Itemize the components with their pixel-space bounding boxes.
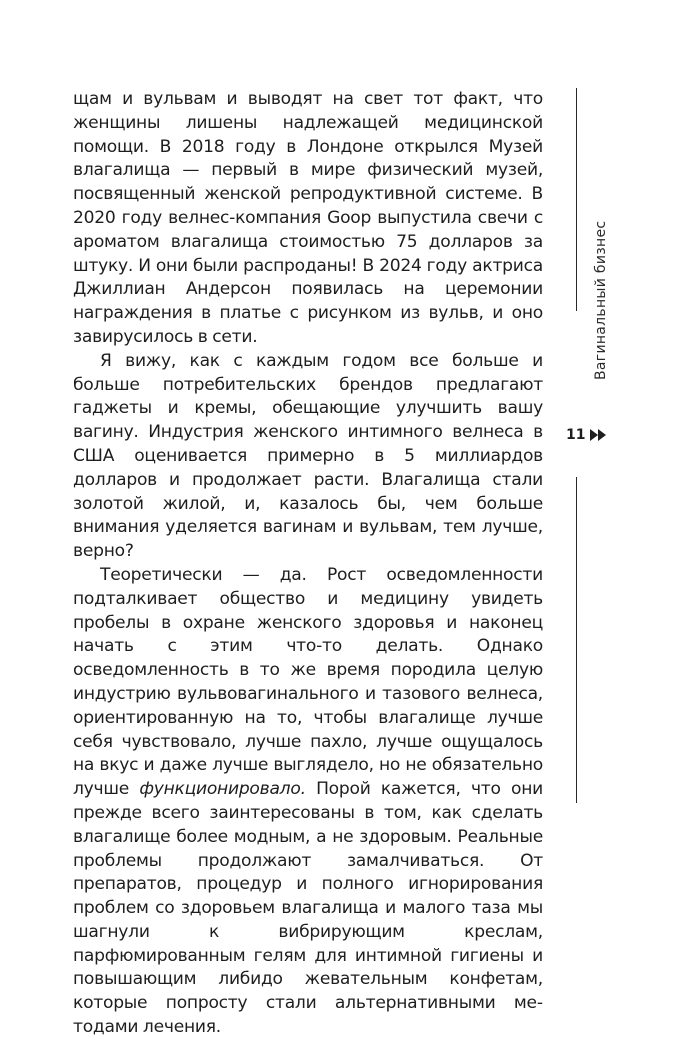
body-text <box>73 88 543 1040</box>
margin-rule-bottom <box>576 477 577 803</box>
page-number: 11 <box>566 427 586 443</box>
double-arrow-right-icon <box>590 429 607 441</box>
paragraph-3 <box>73 564 543 1040</box>
running-head: Вагинальный бизнес <box>593 220 609 380</box>
paragraph-2 <box>73 350 543 564</box>
paragraph-1 <box>73 88 543 350</box>
paragraph-3-text-b: Порой кажется, что они прежде всего заинтересованы в том, как сделать влагалище более модным, а не здоровым. Реальные проблемы продолжают замалчиваться. От препаратов, процедур и полного игнорирования проблем со здоровьем влагалища и малого таза мы шагнули к вибрирующим креслам, парфюмированным гелям для интимной гигиены и повышающим либидо жевательным конфетам, которые попросту стали альтернативными методами лечения. <box>73 779 544 1038</box>
paragraph-3-italic-term: функционировало. <box>139 779 306 800</box>
folio <box>566 427 607 443</box>
paragraph-3-text-a: Теоретически — да. Рост осведомленности подталкивает общество и медицину увидеть пробелы в охране женского здоровья и наконец начать с этим что-то делать. Однако осведомленность в то же время породила целую индустрию вульвовагинального и тазового велнеса, ориентированную на то, чтобы влагалище лучше себя чувствовало, лучше пахло, лучше ощущалось на вкус и даже лучше выглядело, но не обязательно лучше <box>73 564 543 800</box>
margin-rule-top <box>576 88 577 311</box>
paragraph-1-text: щам и вульвам и выводят на свет тот факт, что женщины лишены надлежащей медицинской помощи. В 2018 году в Лондоне открылся Музей влагалища — первый в мире физический музей, посвященный женской репродуктивной системе. В 2020 году велнес-компания Goop выпустила свечи с ароматом влагалища стоимостью 75 долларов за штуку. И они были распроданы! В 2024 году актриса Джиллиан Андерсон появилась на церемонии награждения в платье с рисунком из вульв, и оно завирусилось в сети. <box>73 89 543 347</box>
paragraph-2-text: Я вижу, как с каждым годом все больше и больше потребительских брендов предлагают гаджеты и кремы, обещающие улучшить вашу вагину. Индустрия женского интимного велнеса в США оценивается примерно в 5 миллиардов долларов и продолжает расти. Влагалища стали золотой жилой, и, казалось бы, чем больше внимания уделяется вагинам и вульвам, тем лучше, верно? <box>73 350 543 562</box>
